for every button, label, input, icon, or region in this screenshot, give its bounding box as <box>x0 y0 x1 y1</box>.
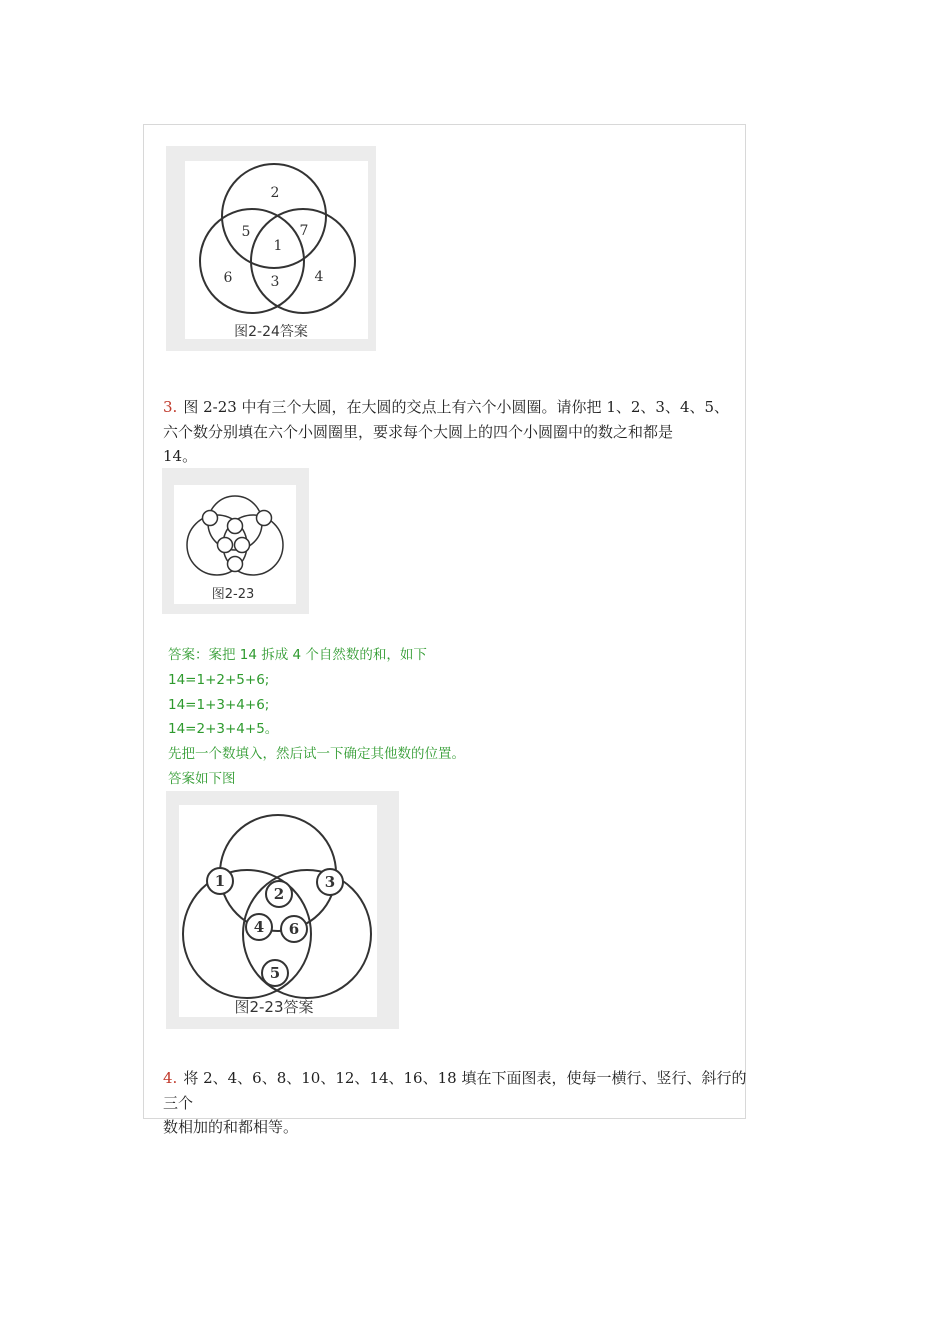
circle-value: 1 <box>214 872 226 890</box>
question-number: 3. <box>163 398 178 416</box>
circle-value: 6 <box>288 920 300 938</box>
question-text-line-2: 六个数分别填在六个小圆圈里，要求每个大圆上的四个小圆圈中的数之和都是 <box>163 422 674 441</box>
answer-3-line-5: 先把一个数填入，然后试一下确定其他数的位置。 <box>168 746 465 762</box>
circle-puzzle-diagram <box>162 468 309 614</box>
figure-2-24-answer <box>166 146 376 351</box>
region-center: 1 <box>273 238 283 254</box>
circle-puzzle-answer-diagram <box>166 791 399 1029</box>
circle-value: 2 <box>273 885 285 903</box>
circle-value: 3 <box>324 873 336 891</box>
question-text-line-1: 图 2-23 中有三个大圆，在大圆的交点上有六个小圆圈。请你把 1、2、3、4、5、 <box>183 398 730 416</box>
question-number: 4. <box>163 1069 178 1087</box>
question-4 <box>163 1066 748 1140</box>
region-top-left: 5 <box>241 224 251 240</box>
circle-value: 4 <box>253 918 265 936</box>
region-left: 6 <box>223 270 233 286</box>
region-bottom: 3 <box>270 274 280 290</box>
question-text-line-1: 将 2、4、6、8、10、12、14、16、18 填在下面图表，使每一横行、竖行、斜行的三个 <box>163 1069 747 1112</box>
circle-value: 5 <box>269 964 281 982</box>
region-right: 4 <box>314 269 324 285</box>
answer-3-line-6: 答案如下图 <box>168 771 236 787</box>
figure-caption: 图2-24答案 <box>234 324 308 340</box>
region-top-right: 7 <box>299 223 309 239</box>
question-3 <box>163 395 748 469</box>
figure-caption: 图2-23答案 <box>234 998 314 1016</box>
figure-2-23-answer <box>166 791 399 1029</box>
region-top: 2 <box>270 185 280 201</box>
question-text-line-2: 数相加的和都相等。 <box>163 1118 299 1136</box>
answer-3-line-2: 14=1+2+5+6; <box>168 672 270 688</box>
answer-3-line-3: 14=1+3+4+6; <box>168 697 270 713</box>
figure-2-23 <box>162 468 309 614</box>
answer-3-line-4: 14=2+3+4+5。 <box>168 721 279 737</box>
question-text-line-3: 14。 <box>163 447 198 465</box>
figure-caption: 图2-23 <box>211 587 255 602</box>
venn-diagram <box>166 146 376 351</box>
answer-3-line-1: 答案：案把 14 拆成 4 个自然数的和，如下 <box>168 647 427 663</box>
